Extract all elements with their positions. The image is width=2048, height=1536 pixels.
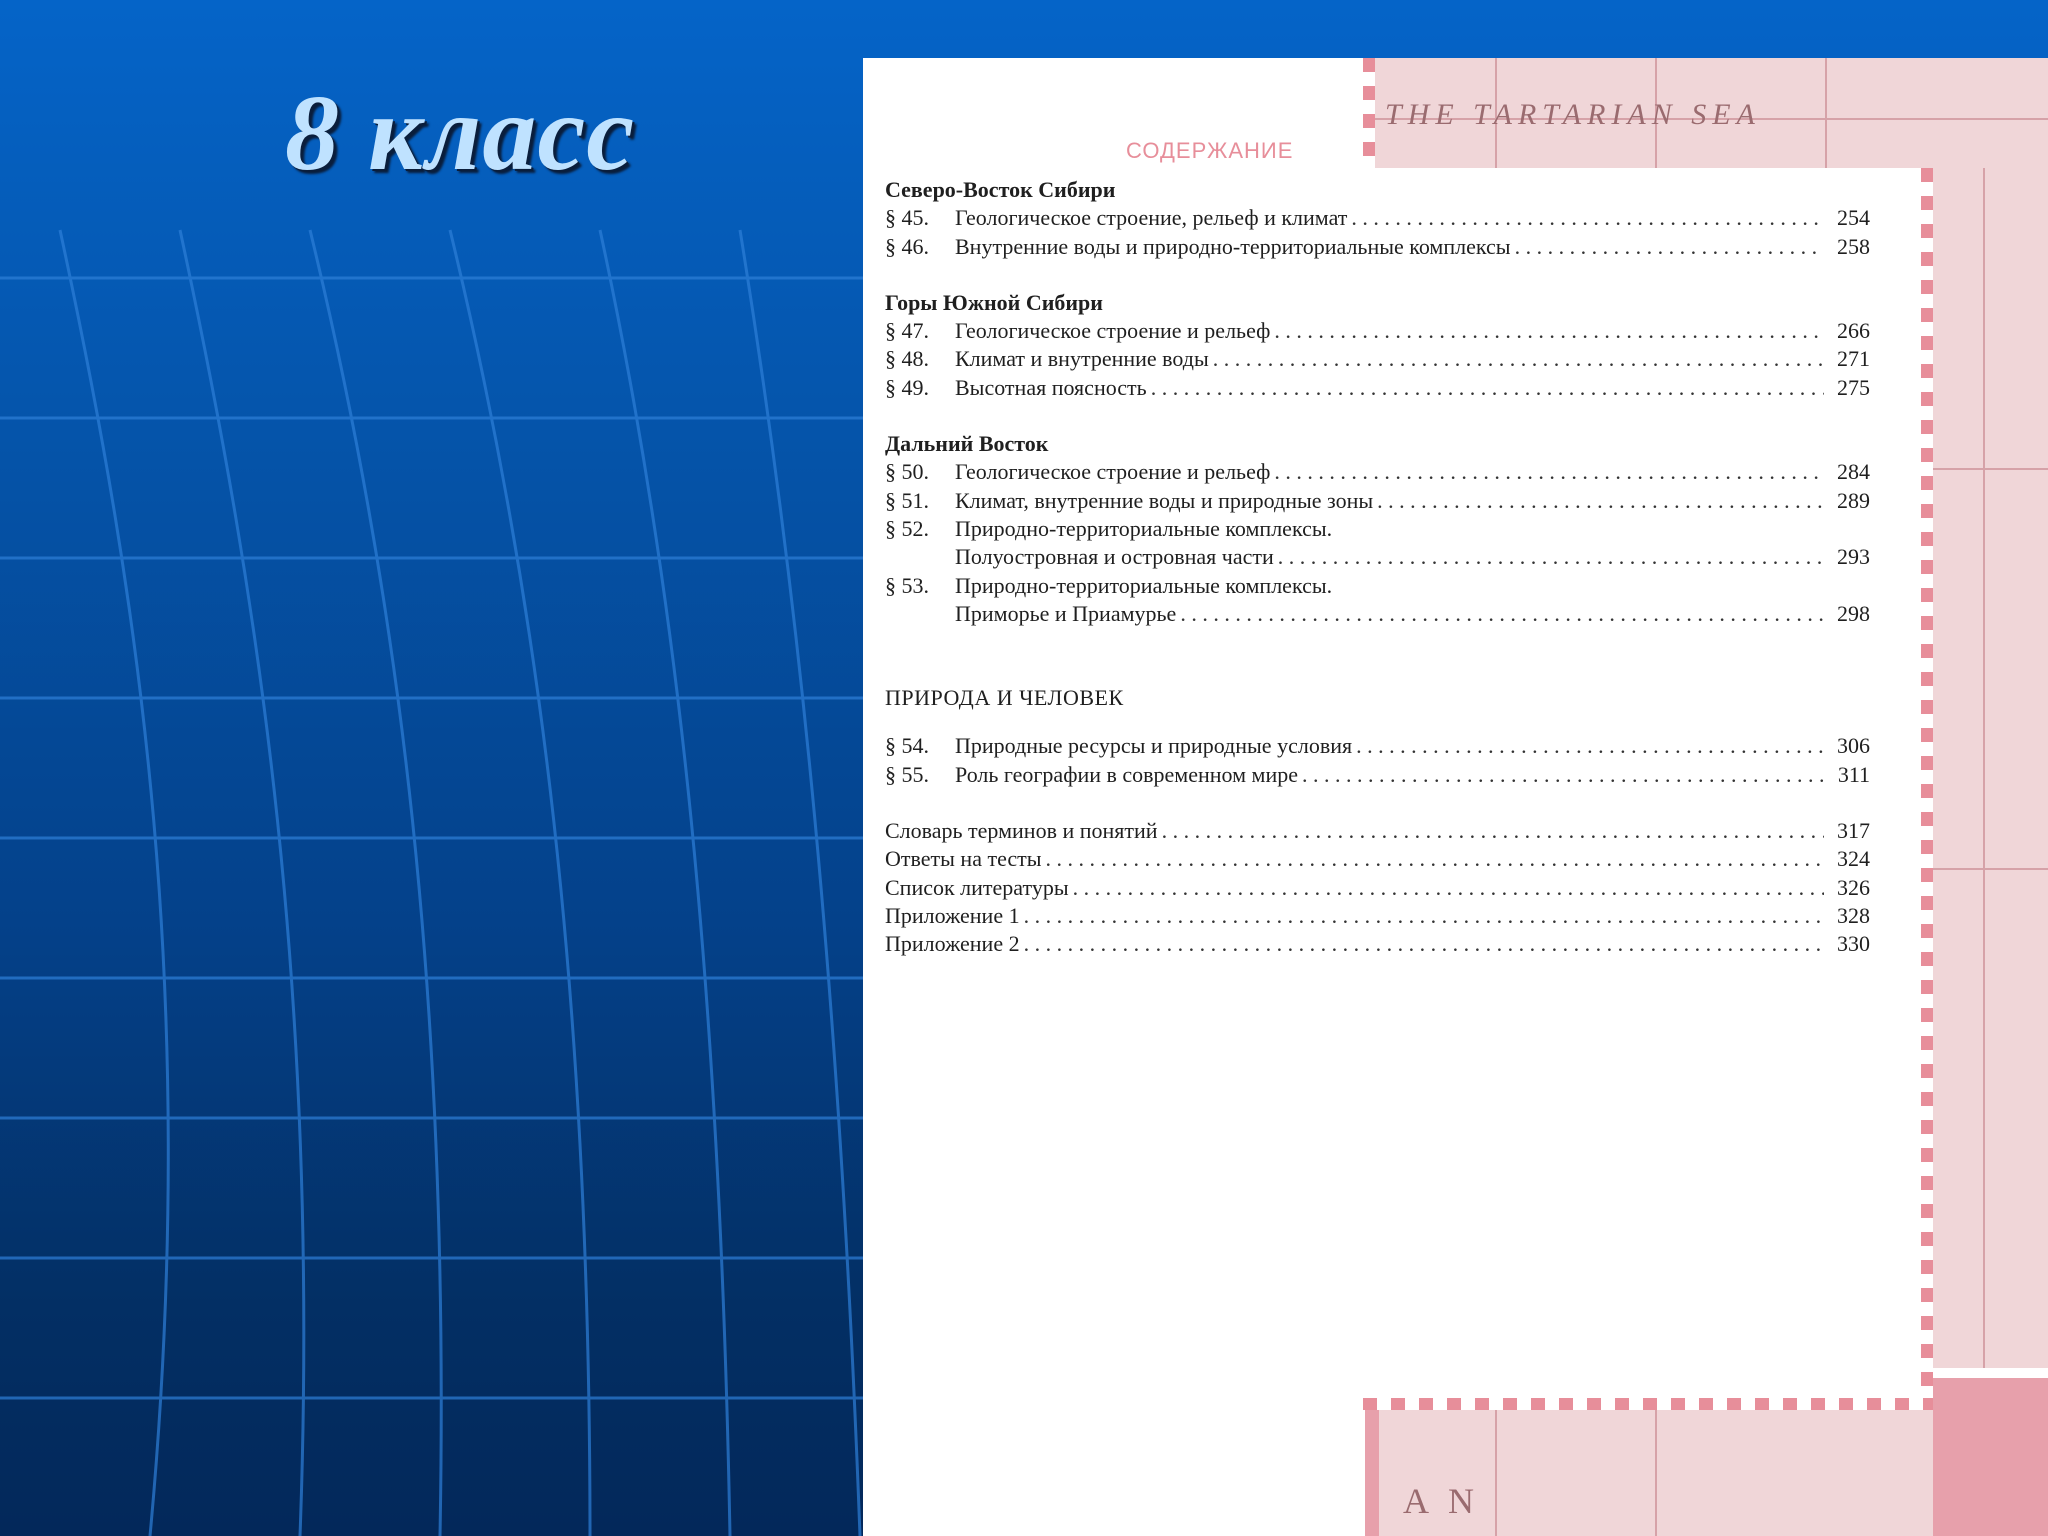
- toc-entry[interactable]: § 46. Внутренние воды и природно-территориальные комплексы . . . 258: [885, 233, 1870, 261]
- appendix-entry[interactable]: Список литературы . . . 326: [885, 874, 1870, 902]
- contents-heading: СОДЕРЖАНИЕ: [1126, 138, 1294, 163]
- toc-entry[interactable]: § 54. Природные ресурсы и природные условия . . . 306: [885, 732, 1870, 760]
- map-label-top: THE TARTARIAN SEA: [1385, 98, 1761, 131]
- map-border-right: [1923, 168, 2048, 1368]
- part-heading: ПРИРОДА И ЧЕЛОВЕК: [885, 685, 1124, 711]
- checker-border-bottom: [1363, 1398, 1933, 1410]
- toc-entry[interactable]: § 47. Геологическое строение и рельеф . . . 266: [885, 317, 1870, 345]
- book-page: [863, 58, 2048, 1536]
- section-heading: Горы Южной Сибири: [885, 289, 1103, 315]
- table-of-contents: [885, 176, 1870, 959]
- toc-entry[interactable]: § 55. Роль географии в современном мире . . . 311: [885, 761, 1870, 789]
- section-heading: Северо-Восток Сибири: [885, 177, 1116, 202]
- toc-entry[interactable]: § 51. Климат, внутренние воды и природные зоны . . . 289: [885, 487, 1870, 515]
- appendix-entry[interactable]: Приложение 1 . . . 328: [885, 902, 1870, 930]
- toc-entry-continuation[interactable]: Полуостровная и островная части . . . 293: [885, 543, 1870, 571]
- slide-title: 8 класс: [285, 74, 636, 193]
- toc-entry-continuation[interactable]: Приморье и Приамурье . . . 298: [885, 600, 1870, 628]
- toc-entry[interactable]: § 53. Природно-территориальные комплексы.: [885, 572, 1333, 598]
- appendix-entry[interactable]: Словарь терминов и понятий . . . 317: [885, 817, 1870, 845]
- checker-border-right: [1921, 168, 1933, 1400]
- toc-entry[interactable]: § 49. Высотная поясность . . . 275: [885, 374, 1870, 402]
- background-grid: [0, 0, 863, 1536]
- section-heading: Дальний Восток: [885, 431, 1049, 457]
- toc-entry[interactable]: § 50. Геологическое строение и рельеф . . . 284: [885, 458, 1870, 486]
- pink-side-strip: [1365, 1410, 1379, 1536]
- toc-entry[interactable]: § 45. Геологическое строение, рельеф и климат . . . 254: [885, 204, 1870, 232]
- toc-entry[interactable]: § 52. Природно-территориальные комплексы.: [885, 515, 1333, 541]
- checker-border-top-left: [1363, 58, 1375, 168]
- toc-entry[interactable]: § 48. Климат и внутренние воды . . . 271: [885, 345, 1870, 373]
- map-label-bottom: A N: [1403, 1481, 1481, 1521]
- appendix-entry[interactable]: Ответы на тесты . . . 324: [885, 845, 1870, 873]
- appendix-entry[interactable]: Приложение 2 . . . 330: [885, 930, 1870, 958]
- map-border-top: [1365, 58, 2048, 168]
- pink-corner: [1933, 1378, 2048, 1536]
